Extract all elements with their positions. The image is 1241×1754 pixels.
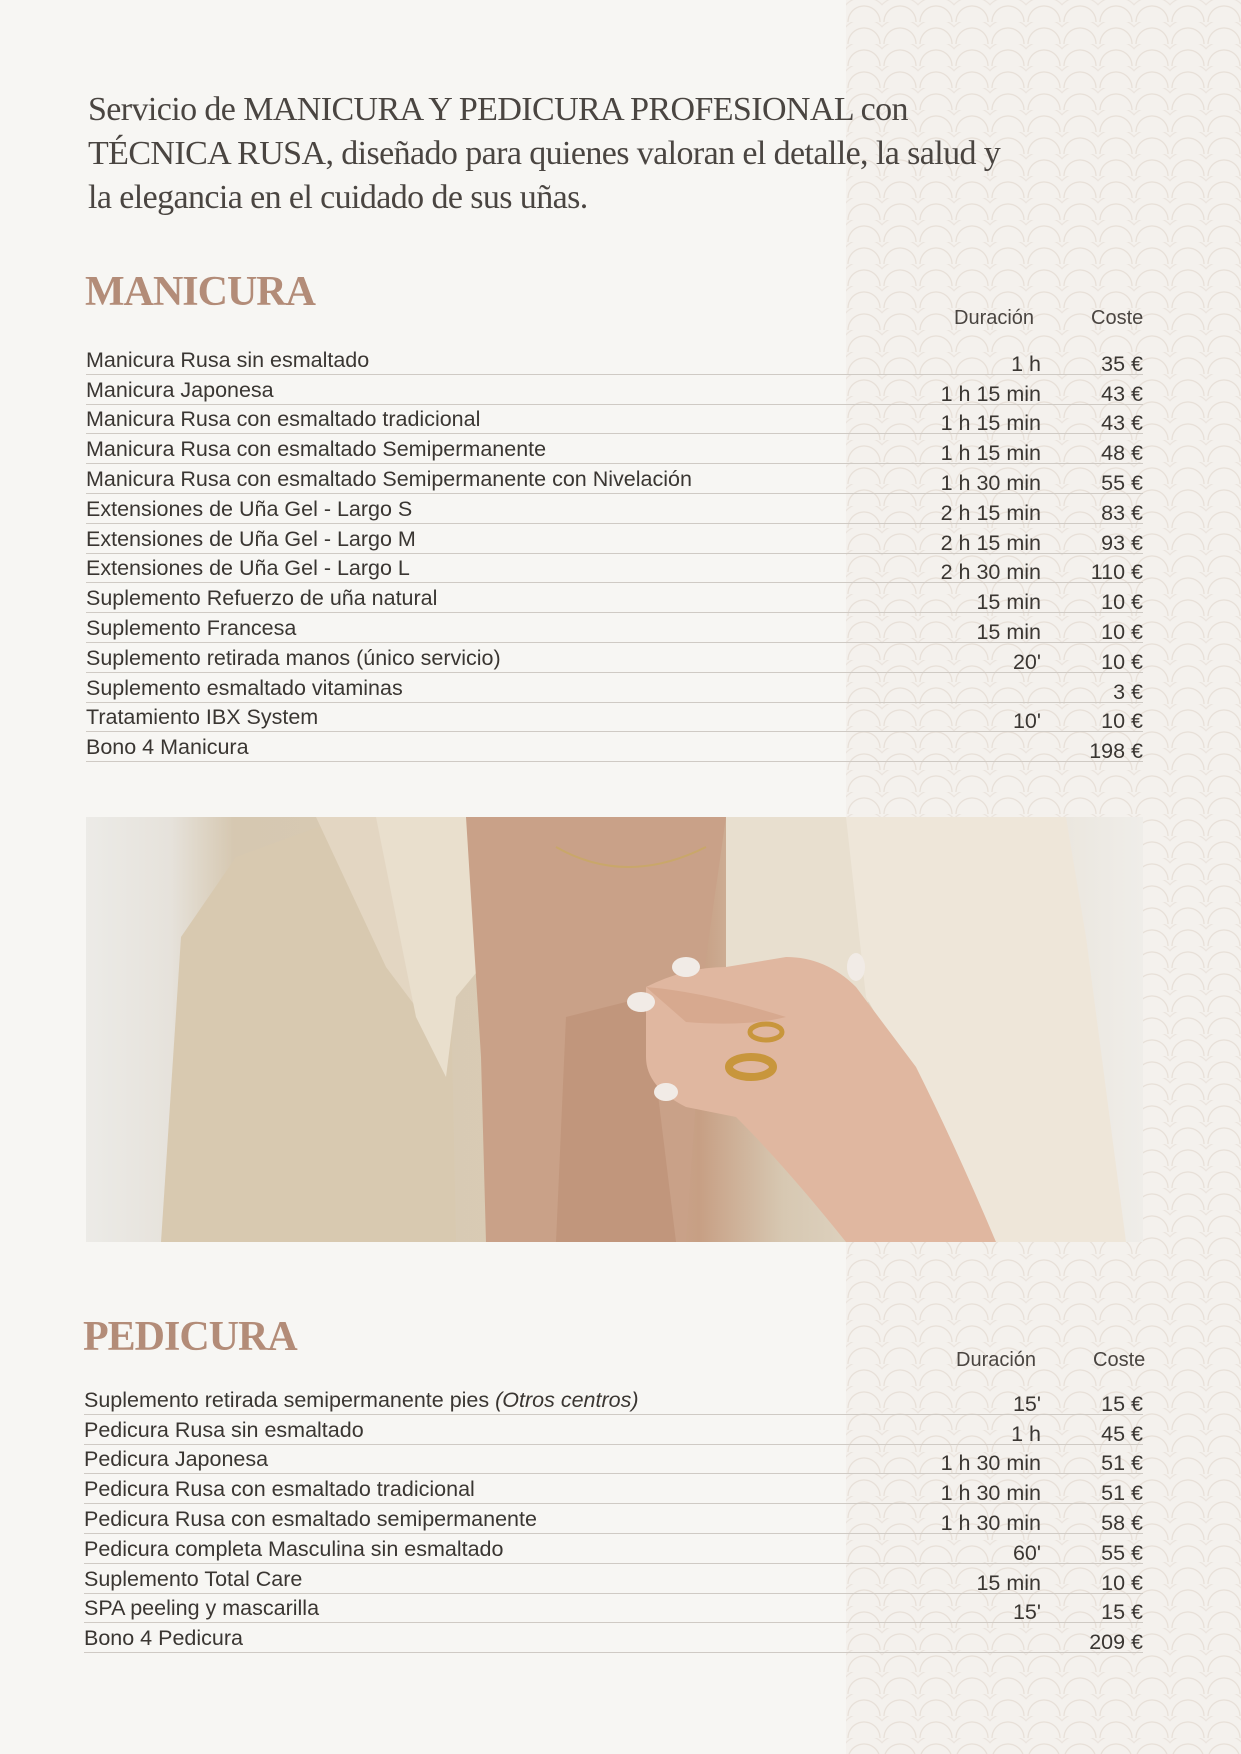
- table-row: Suplemento retirada semipermanente pies (Otros centros) 15' 15 €: [84, 1385, 1143, 1415]
- pedicura-title: PEDICURA: [83, 1314, 297, 1360]
- table-row: Manicura Rusa con esmaltado tradicional 1 h 15 min 43 €: [86, 405, 1143, 435]
- table-row: SPA peeling y mascarilla 15' 15 €: [84, 1594, 1143, 1624]
- table-row: Suplemento Refuerzo de uña natural 15 min 10 €: [86, 583, 1143, 613]
- table-row: Pedicura Japonesa 1 h 30 min 51 €: [84, 1445, 1143, 1475]
- table-row: Bono 4 Pedicura 209 €: [84, 1623, 1143, 1653]
- table-row: Pedicura Rusa con esmaltado tradicional 1 h 30 min 51 €: [84, 1474, 1143, 1504]
- intro-text: Servicio de MANICURA Y PEDICURA PROFESIONAL con TÉCNICA RUSA, diseñado para quienes valoran el detalle, la salud y la elegancia en el cuidado de sus uñas.: [88, 91, 1001, 216]
- table-row: Suplemento Francesa 15 min 10 €: [86, 613, 1143, 643]
- table-row: Pedicura Rusa con esmaltado semipermanente 1 h 30 min 58 €: [84, 1504, 1143, 1534]
- manicura-cost-header: Coste: [1091, 307, 1144, 329]
- table-row: Pedicura Rusa sin esmaltado 1 h 45 €: [84, 1415, 1143, 1445]
- table-row: Manicura Rusa con esmaltado Semipermanente 1 h 15 min 48 €: [86, 434, 1143, 464]
- table-row: Pedicura completa Masculina sin esmaltado 60' 55 €: [84, 1534, 1143, 1564]
- table-row: Suplemento retirada manos (único servicio) 20' 10 €: [86, 643, 1143, 673]
- table-row: Manicura Rusa con esmaltado Semipermanente con Nivelación 1 h 30 min 55 €: [86, 464, 1143, 494]
- manicura-duration-header: Duración: [954, 307, 1035, 329]
- manicura-table: [86, 345, 1143, 762]
- hand-photo-illustration: [86, 817, 1143, 1242]
- table-row: Tratamiento IBX System 10' 10 €: [86, 703, 1143, 733]
- table-row: Extensiones de Uña Gel - Largo M 2 h 15 min 93 €: [86, 524, 1143, 554]
- table-row: Suplemento esmaltado vitaminas 3 €: [86, 673, 1143, 703]
- hand-photo: [86, 817, 1143, 1242]
- pedicura-duration-header: Duración: [956, 1349, 1037, 1371]
- table-row: Extensiones de Uña Gel - Largo L 2 h 30 min 110 €: [86, 554, 1143, 584]
- table-row: Bono 4 Manicura 198 €: [86, 732, 1143, 762]
- manicura-title: MANICURA: [85, 269, 315, 315]
- table-row: Manicura Japonesa 1 h 15 min 43 €: [86, 375, 1143, 405]
- table-row: Manicura Rusa sin esmaltado 1 h 35 €: [86, 345, 1143, 375]
- table-row: Suplemento Total Care 15 min 10 €: [84, 1564, 1143, 1594]
- table-row: Extensiones de Uña Gel - Largo S 2 h 15 min 83 €: [86, 494, 1143, 524]
- pedicura-cost-header: Coste: [1093, 1349, 1146, 1371]
- pedicura-table: [84, 1385, 1143, 1653]
